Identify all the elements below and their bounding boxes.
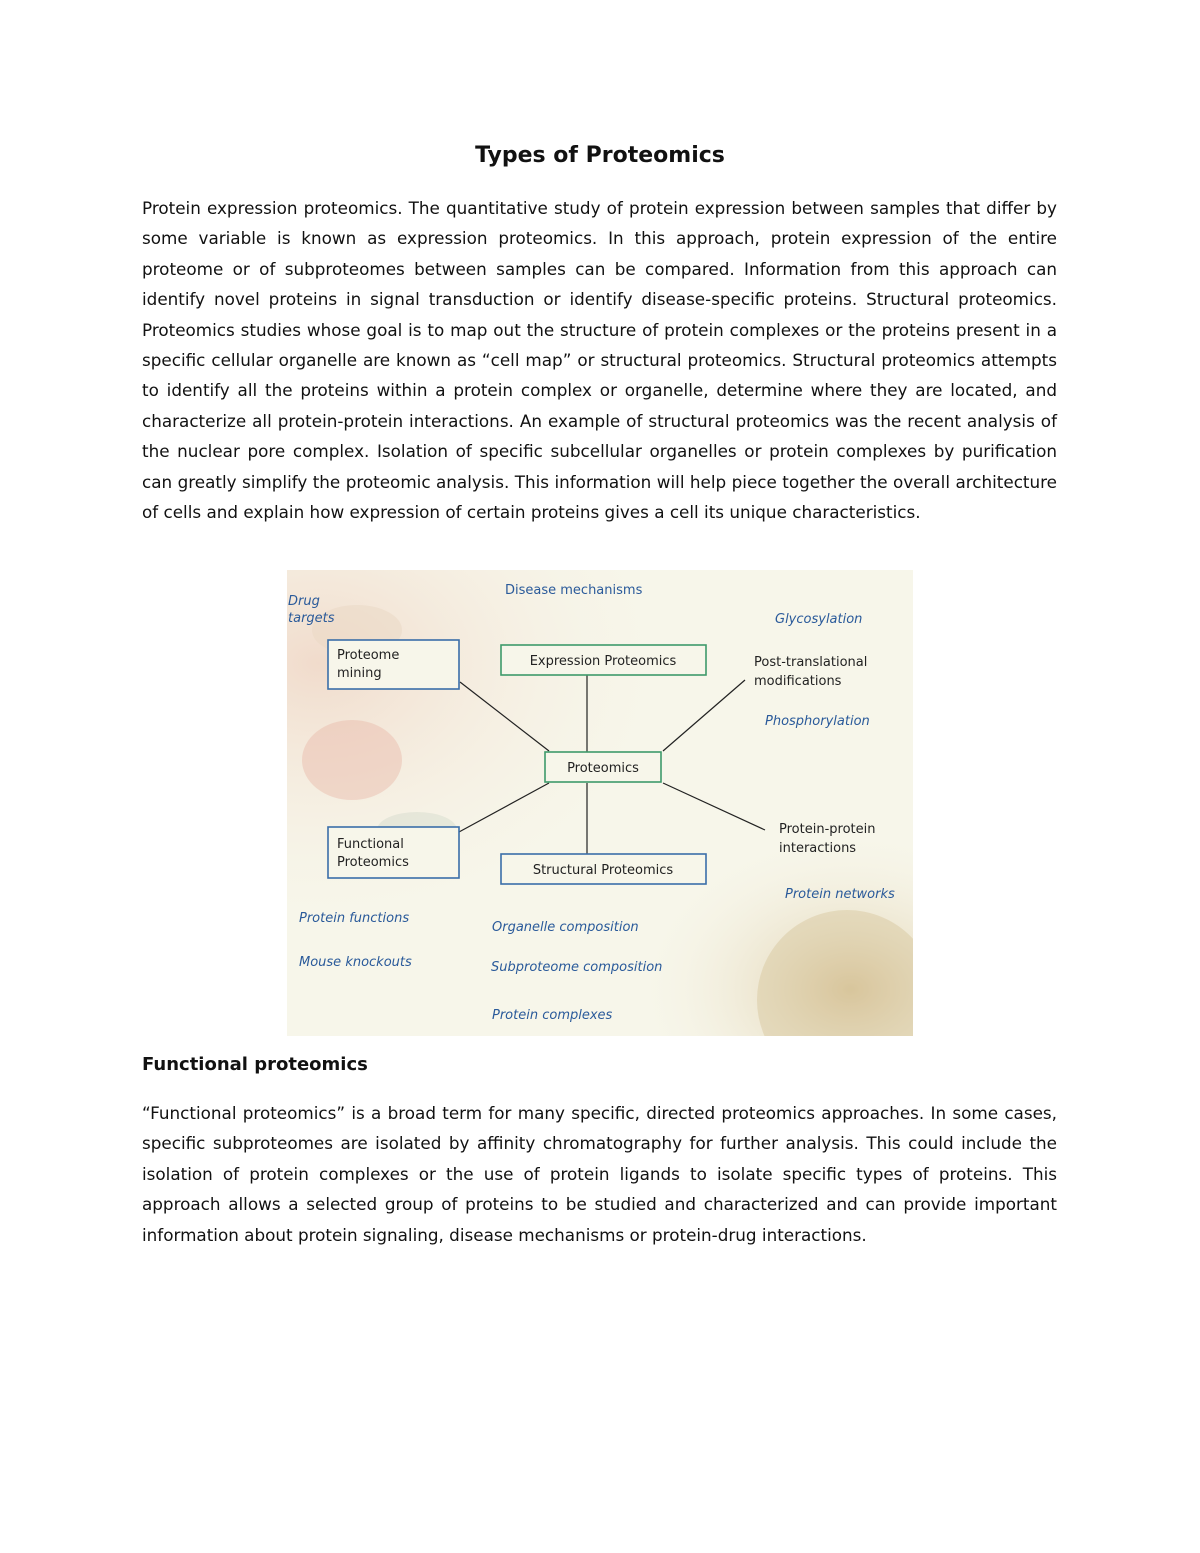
protein-protein-label-line2: interactions	[779, 841, 857, 856]
decor-blob	[302, 720, 402, 800]
structural-proteomics-label: Structural Proteomics	[532, 863, 674, 878]
section-heading: Functional proteomics	[142, 1054, 368, 1075]
protein-functions-label: Protein functions	[299, 911, 410, 926]
functional-proteomics-label-line2: Proteomics	[337, 855, 409, 870]
drug-targets-label-line1: Drug	[288, 594, 320, 609]
subproteome-composition-label: Subproteome composition	[491, 960, 663, 975]
phosphorylation-label: Phosphorylation	[765, 714, 870, 729]
page-title: Types of Proteomics	[475, 143, 725, 168]
mouse-knockouts-label: Mouse knockouts	[299, 955, 412, 970]
intro-paragraph: Protein expression proteomics. The quantitative study of protein expression between samples that differ by some variable is known as expression proteomics. In this approach, protein expression of the entire proteome or of subproteomes between samples can be compared. Information from this approach can identify novel proteins in signal transduction or identify disease-specific proteins. Structural proteomics. Proteomics studies whose goal is to map out the structure of protein complexes or the proteins present in a specific cellular organelle are known as “cell map” or structural proteomics. Structural proteomics attempts to identify all the proteins within a protein complex or organelle, determine where they are located, and characterize all protein-protein interactions. An example of structural proteomics was the recent analysis of the nuclear pore complex. Isolation of specific subcellular organelles or protein complexes by purification can greatly simplify the proteomic analysis. This information will help piece together the overall architecture of cells and explain how expression of certain proteins gives a cell its unique characteristics.	[142, 198, 1057, 523]
proteomics-center-label: Proteomics	[567, 761, 639, 776]
functional-paragraph: “Functional proteomics” is a broad term for many specific, directed proteomics approaches. In some cases, specific subproteomes are isolated by affinity chromatography for further analysis. This could include the isolation of protein complexes or the use of protein ligands to isolate specific types of proteins. This approach allows a selected group of proteins to be studied and characterized and can provide important information about protein signaling, disease mechanisms or protein-drug interactions.	[142, 1103, 1057, 1245]
proteome-mining-label-line2: mining	[337, 666, 382, 681]
organelle-composition-label: Organelle composition	[492, 920, 639, 935]
proteome-mining-label-line1: Proteome	[337, 648, 400, 663]
functional-proteomics-label-line1: Functional	[337, 837, 404, 852]
drug-targets-label-line2: targets	[288, 611, 335, 626]
protein-complexes-label: Protein complexes	[492, 1008, 613, 1023]
glycosylation-label: Glycosylation	[775, 612, 863, 627]
functional-proteomics-box	[328, 827, 459, 878]
post-translational-label-line1: Post-translational	[754, 655, 868, 670]
proteomics-diagram	[287, 570, 913, 1036]
expression-proteomics-label: Expression Proteomics	[529, 654, 677, 669]
diagram-svg	[287, 570, 913, 1036]
disease-mechanisms-label: Disease mechanisms	[505, 583, 643, 598]
protein-networks-label: Protein networks	[785, 887, 895, 902]
post-translational-label-line2: modifications	[754, 674, 842, 689]
protein-protein-label-line1: Protein-protein	[779, 822, 876, 837]
